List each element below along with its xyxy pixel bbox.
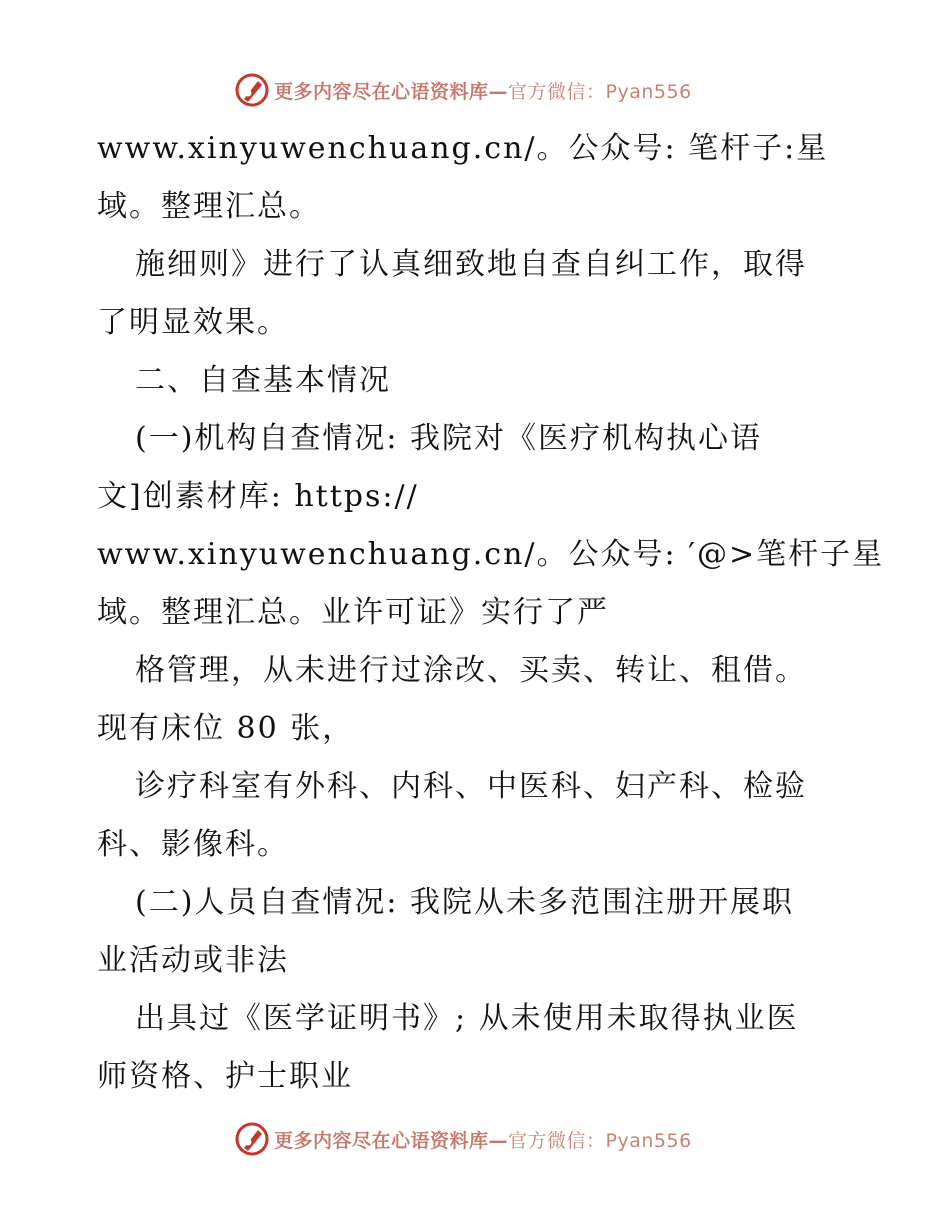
watermark-text: 更多内容尽在心语资料库—官方微信：Pyan556 (274, 80, 692, 103)
text-line: 师资格、护士职业 (97, 1059, 353, 1094)
text-line: 现有床位 80 张， (97, 711, 355, 746)
watermark-banner-bottom (234, 1119, 714, 1159)
watermark-text: 更多内容尽在心语资料库—官方微信：Pyan556 (274, 1129, 692, 1152)
text-line: 域。整理汇总。业许可证》实行了严 (97, 595, 609, 630)
section-heading: 二、自查基本情况 (135, 363, 391, 398)
text-line: (一)机构自查情况: 我院对《医疗机构执心语 (135, 421, 763, 456)
text-line: 文]创素材库: https:// (97, 479, 419, 514)
text-line: (二)人员自查情况: 我院从未多范围注册开展职 (135, 885, 795, 920)
pen-logo-icon (234, 1121, 270, 1157)
text-line: 科、影像科。 (97, 827, 289, 862)
text-line: 出具过《医学证明书》; 从未使用未取得执业医 (135, 1001, 799, 1036)
text-line: 格管理，从未进行过涂改、买卖、转让、租借。 (135, 653, 807, 688)
text-line: www.xinyuwenchuang.cn/。公众号: ′@>笔杆子星 (97, 537, 885, 572)
text-line: www.xinyuwenchuang.cn/。公众号: 笔杆子:星 (97, 131, 829, 166)
text-line: 了明显效果。 (97, 305, 289, 340)
text-line: 业活动或非法 (97, 943, 289, 978)
text-line: 域。整理汇总。 (97, 189, 321, 224)
pen-logo-icon (234, 72, 270, 108)
watermark-banner-top (234, 70, 714, 110)
text-line: 施细则》进行了认真细致地自查自纠工作，取得 (135, 247, 807, 282)
document-body (97, 120, 885, 1106)
text-line: 诊疗科室有外科、内科、中医科、妇产科、检验 (135, 769, 807, 804)
